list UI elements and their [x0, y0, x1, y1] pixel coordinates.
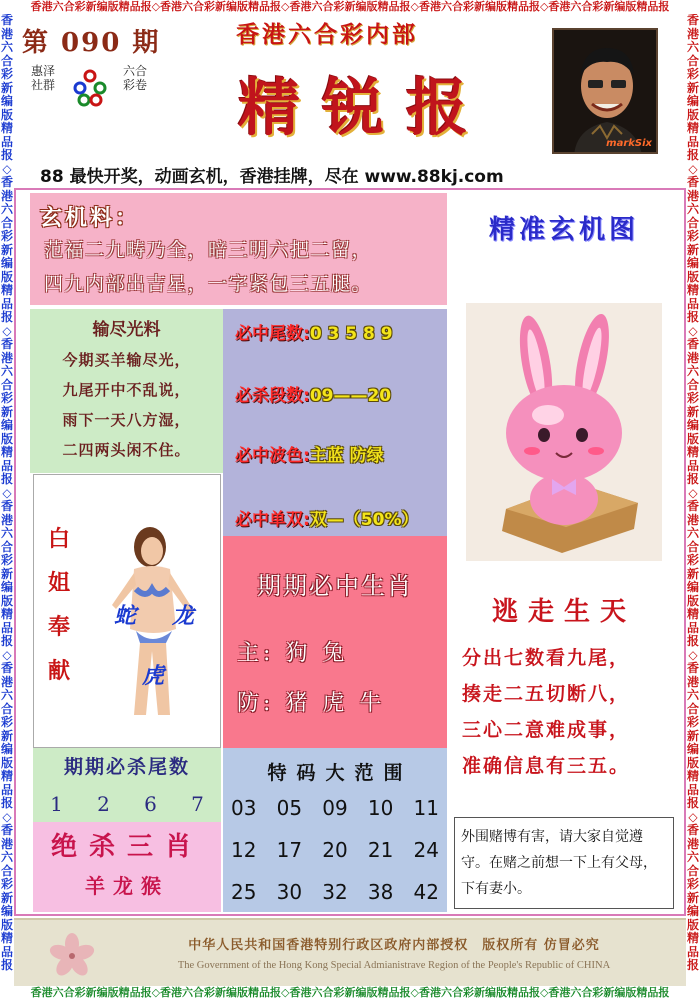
prediction-stats-panel [223, 309, 447, 536]
right-border-banner: 香港六合彩新编版精品报◇香港六合彩新编版精品报◇香港六合彩新编版精品报◇香港六合彩新编版精品报◇香港六合彩新编版精品报◇香港六合彩新编版精品报 [686, 14, 699, 972]
range-row [231, 796, 439, 820]
lose-all-line: 今期买羊输尽光， [62, 351, 191, 369]
pinup-caption-char: 姐 [47, 570, 70, 596]
tail-kill-number: 6 [144, 792, 157, 816]
range-number: 24 [413, 838, 439, 862]
portrait-tag: markSix [606, 138, 652, 149]
kill-three-panel [33, 822, 221, 912]
lose-all-line: 九尾开中不乱说， [62, 381, 191, 399]
bottom-border-banner: 香港六合彩新编版精品报◇香港六合彩新编版精品报◇香港六合彩新编版精品报◇香港六合彩新编版精品报◇香港六合彩新编版精品报 [30, 986, 670, 999]
range-number: 11 [413, 796, 439, 820]
lose-all-line: 二四两头闲不住。 [62, 441, 191, 459]
tail-kill-title: 期期必杀尾数 [63, 756, 190, 778]
range-number: 21 [367, 838, 394, 862]
kill-three-animals: 羊龙猴 [85, 874, 169, 898]
tail-kill-panel [33, 748, 221, 822]
stat-value: 双—（50%） [309, 510, 419, 530]
stat-wave-color [235, 441, 384, 466]
range-number: 32 [322, 880, 348, 904]
range-number: 17 [276, 838, 303, 862]
range-number: 12 [231, 838, 257, 862]
gambling-warning: 外围赌博有害，请大家自觉遵守。在赌之前想一下上有父母，下有妻小。 [454, 817, 674, 909]
pinup-tag-dragon: 龙 [172, 603, 195, 629]
stat-label: 必杀段数: [235, 386, 310, 406]
range-number: 09 [322, 796, 348, 820]
range-number: 25 [231, 880, 257, 904]
portrait-photo [552, 28, 658, 154]
pinup-panel [33, 474, 221, 748]
range-number: 38 [367, 880, 394, 904]
range-number: 05 [276, 796, 303, 820]
footer-english: The Government of the Hong Kong Special Admianistrave Region of the People's Republic of CHINA [177, 960, 611, 971]
stat-label: 必中波色: [235, 446, 310, 466]
tail-kill-number: 2 [97, 792, 110, 816]
lose-all-panel [30, 309, 223, 473]
top-border-banner: 香港六合彩新编版精品报◇香港六合彩新编版精品报◇香港六合彩新编版精品报◇香港六合彩新编版精品报◇香港六合彩新编版精品报 [30, 0, 670, 13]
zodiac-guard: 防: 猪 虎 牛 [237, 691, 386, 716]
mystery-line-2: 四九内部出吉星，一字紧包三五腿。 [44, 273, 373, 295]
mystery-line-1: 范福二九畴乃全，暗三明六把二留， [44, 239, 373, 261]
mystery-image-title: 精准玄机图 [488, 215, 639, 245]
portrait-figure-icon [554, 30, 658, 154]
poem-line: 准确信息有三五。 [462, 755, 631, 777]
range-header-char: 范 [354, 762, 374, 784]
masthead-title: 精锐报 [238, 71, 491, 144]
pinup-caption-char: 献 [47, 658, 70, 684]
pinup-caption [44, 517, 74, 693]
tail-kill-number: 7 [191, 792, 204, 816]
range-header-char: 特 [267, 762, 287, 784]
range-number: 20 [322, 838, 348, 862]
poem-line: 揍走二五切断八， [462, 683, 631, 705]
pink-rabbit-figure-icon [466, 303, 662, 561]
pinup-tag-snake: 蛇 [114, 603, 137, 629]
mystery-panel [30, 193, 447, 305]
tail-kill-number: 1 [50, 792, 63, 816]
footer [14, 918, 686, 986]
lose-all-title: 输尽光料 [92, 320, 161, 340]
promo-banner: 88 最快开奖，动画玄机，香港挂牌，尽在 www.88kj.com [40, 167, 504, 187]
range-number: 30 [276, 880, 303, 904]
pinup-caption-char: 奉 [47, 614, 70, 640]
lose-all-line: 雨下一天八方湿， [62, 411, 191, 429]
poem-line: 分出七数看九尾， [462, 647, 631, 669]
special-range-panel [223, 748, 447, 912]
logo-right-text: 六合彩卷 [122, 64, 147, 92]
pinup-tag-tiger: 虎 [142, 663, 165, 689]
stat-value: 09——20 [309, 386, 392, 406]
footer-chinese: 中华人民共和国香港特别行政区政府内部授权 版权所有 仿冒必究 [188, 938, 600, 953]
right-column [448, 193, 680, 913]
rabbit-image [466, 303, 662, 561]
stat-tail-numbers [235, 319, 393, 344]
masthead-subtitle: 香港六合彩内部 [236, 21, 418, 48]
range-row [231, 838, 439, 862]
stat-value: 0 3 5 8 9 [309, 324, 393, 344]
range-number: 10 [367, 796, 394, 820]
left-border-banner: 香港六合彩新编版精品报◇香港六合彩新编版精品报◇香港六合彩新编版精品报◇香港六合彩新编版精品报◇香港六合彩新编版精品报◇香港六合彩新编版精品报 [0, 14, 13, 972]
tail-kill-numbers [33, 792, 221, 816]
range-number: 03 [231, 796, 257, 820]
logo-left-text: 惠泽社群 [30, 64, 55, 92]
range-header-char: 大 [325, 762, 345, 784]
stat-label: 必中尾数: [235, 324, 310, 344]
escape-title: 逃走生天 [491, 597, 636, 627]
pinup-caption-char: 白 [47, 526, 70, 552]
range-header-char: 码 [296, 762, 316, 784]
lottery-logo-icon [72, 68, 108, 108]
logo [24, 60, 152, 122]
zodiac-panel [223, 536, 447, 748]
zodiac-main: 主: 狗 兔 [237, 641, 349, 666]
range-number: 42 [413, 880, 439, 904]
range-header-char: 围 [383, 762, 403, 784]
issue-number: 第 090 期 [22, 28, 161, 58]
mystery-title: 玄机料： [40, 205, 141, 231]
range-row [231, 880, 439, 904]
stat-label: 必中单双: [235, 510, 310, 530]
stat-value: 主蓝 防绿 [309, 446, 384, 466]
bauhinia-icon [48, 932, 96, 980]
poem-line: 三心二意难成事， [462, 719, 631, 741]
special-range-title [223, 758, 447, 785]
stat-odd-even [235, 505, 419, 530]
kill-three-title: 绝杀三肖 [50, 832, 203, 862]
stat-kill-range [235, 381, 391, 406]
zodiac-title: 期期必中生肖 [257, 572, 413, 600]
